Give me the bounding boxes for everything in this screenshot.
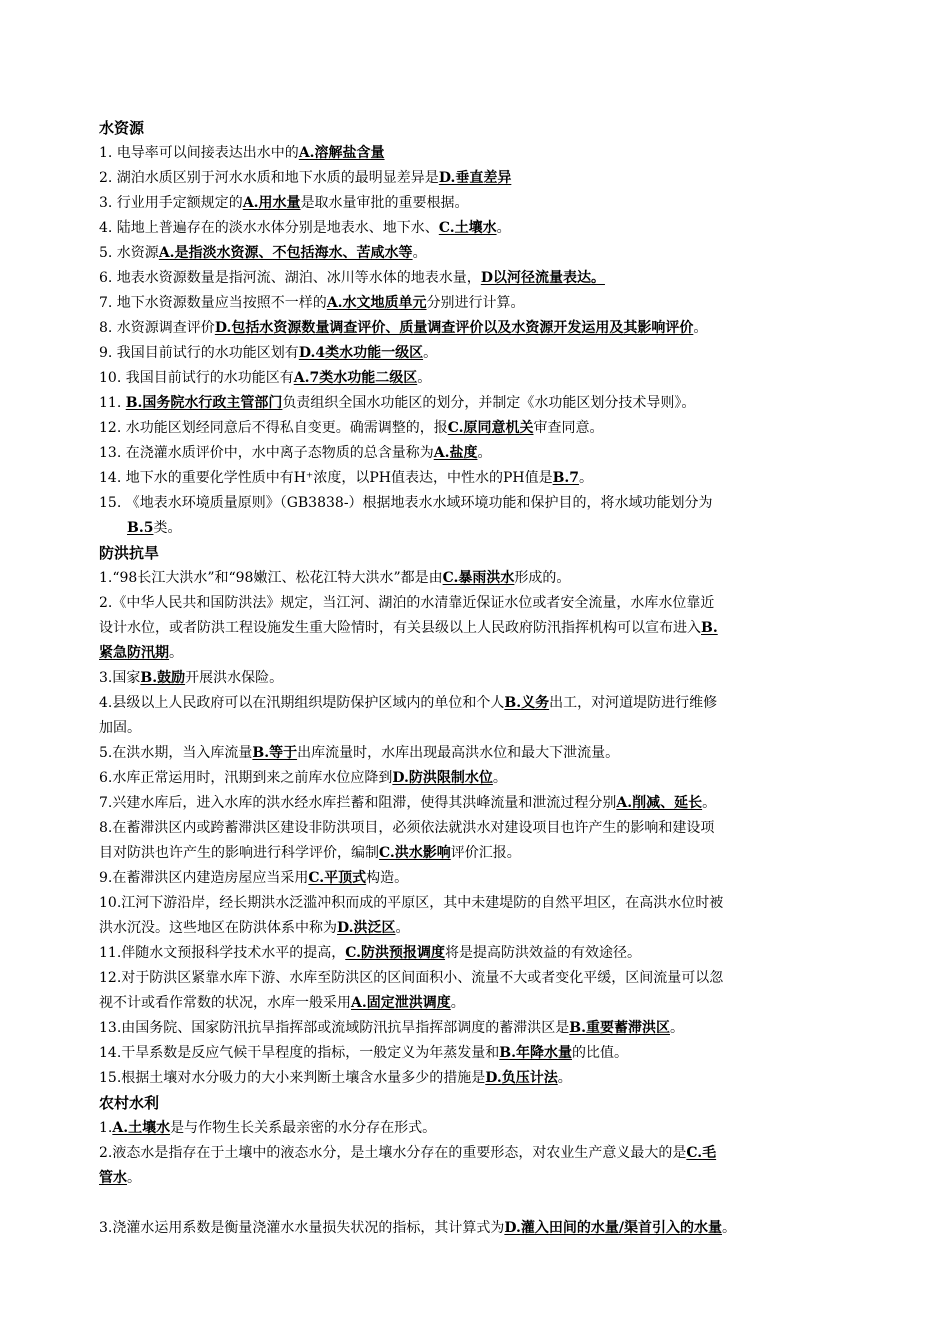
question-item bbox=[99, 316, 851, 341]
text-line bbox=[99, 666, 851, 691]
answer-text: C.毛 bbox=[686, 1145, 717, 1161]
answer-text: A.水文地质单元 bbox=[326, 295, 427, 311]
text-line bbox=[99, 816, 851, 841]
question-item bbox=[99, 1066, 851, 1091]
text-line bbox=[99, 391, 851, 416]
question-text: 13.由国务院、国家防汛抗旱指挥部或流域防汛抗旱指挥部调度的蓄滞洪区是 bbox=[99, 1020, 570, 1036]
question-item bbox=[99, 966, 851, 1016]
question-text: 评价汇报。 bbox=[450, 845, 521, 861]
question-item bbox=[99, 866, 851, 891]
question-text: 开展洪水保险。 bbox=[185, 670, 284, 686]
answer-text: A.土壤水 bbox=[112, 1120, 171, 1136]
question-item bbox=[99, 266, 851, 291]
section-heading: 水资源 bbox=[99, 119, 145, 137]
answer-text: 紧急防汛期 bbox=[99, 645, 169, 661]
answer-text: C.平顶式 bbox=[308, 870, 367, 886]
answer-text: D以河径流量表达。 bbox=[480, 270, 605, 286]
question-text: 9.在蓄滞洪区内建造房屋应当采用 bbox=[99, 870, 309, 886]
question-item bbox=[99, 666, 851, 691]
question-text: 审查同意。 bbox=[533, 420, 604, 436]
answer-text: B.义务 bbox=[504, 695, 550, 711]
question-item bbox=[99, 291, 851, 316]
question-text: 将是提高防洪效益的有效途径。 bbox=[445, 945, 642, 961]
answer-text: C.土壤水 bbox=[438, 220, 497, 236]
question-text: 15.根据土壤对水分吸力的大小来判断土壤含水量多少的措施是 bbox=[99, 1070, 486, 1086]
text-line bbox=[99, 291, 851, 316]
answer-text: D.防洪限制水位 bbox=[392, 770, 493, 786]
text-line bbox=[99, 191, 851, 216]
question-item bbox=[99, 766, 851, 791]
question-text: 1.“98长江大洪水”和“98嫩江、松花江特大洪水”都是由 bbox=[99, 570, 443, 586]
answer-text: 管水 bbox=[99, 1170, 127, 1186]
question-item bbox=[99, 491, 851, 541]
question-text: 5. 水资源 bbox=[99, 245, 159, 261]
question-item bbox=[99, 366, 851, 391]
text-line bbox=[99, 466, 851, 491]
text-line bbox=[99, 1116, 851, 1141]
question-text: 2.液态水是指存在于土壤中的液态水分，是土壤水分存在的重要形态，对农业生产意义最大的是 bbox=[99, 1145, 687, 1161]
question-text: 。 bbox=[412, 245, 427, 261]
answer-text: D.包括水资源数量调查评价、质量调查评价以及水资源开发运用及其影响评价 bbox=[214, 320, 694, 336]
question-text: 洪水沉没。这些地区在防洪体系中称为 bbox=[99, 920, 337, 936]
text-line bbox=[99, 566, 851, 591]
answer-text: B.年降水量 bbox=[499, 1045, 572, 1061]
question-item bbox=[99, 1141, 851, 1191]
text-line bbox=[99, 741, 851, 766]
question-item bbox=[99, 466, 851, 491]
question-text: 3.国家 bbox=[99, 670, 141, 686]
question-item bbox=[99, 941, 851, 966]
text-line bbox=[99, 1041, 851, 1066]
question-text: 。 bbox=[477, 445, 492, 461]
question-text: 9. 我国目前试行的水功能区划有 bbox=[99, 345, 299, 361]
question-item bbox=[99, 1216, 851, 1241]
answer-text: A.盐度 bbox=[433, 445, 478, 461]
question-text: 12.对于防洪区紧靠水库下游、水库至防洪区的区间面积小、流量不大或者变化平缓，区间流量可以忽 bbox=[99, 970, 724, 986]
question-item bbox=[99, 1041, 851, 1066]
answer-text: B. bbox=[701, 620, 718, 636]
text-line bbox=[99, 491, 851, 516]
question-item bbox=[99, 1016, 851, 1041]
question-text: 5.在洪水期，当入库流量 bbox=[99, 745, 253, 761]
question-text: 形成的。 bbox=[514, 570, 571, 586]
answer-text: C.防洪预报调度 bbox=[345, 945, 446, 961]
text-line bbox=[99, 591, 851, 616]
text-line bbox=[99, 966, 851, 991]
question-text: 分别进行计算。 bbox=[426, 295, 525, 311]
text-line bbox=[99, 1141, 851, 1166]
text-line bbox=[99, 516, 851, 541]
text-line bbox=[99, 616, 851, 641]
text-line bbox=[99, 791, 851, 816]
section-heading: 农村水利 bbox=[99, 1094, 160, 1112]
text-line bbox=[99, 766, 851, 791]
question-item bbox=[99, 441, 851, 466]
question-text: 15. 《地表水环境质量原则》（GB3838-）根据地表水水域环境功能和保护目的，将水域功能划分为 bbox=[99, 495, 713, 511]
question-text: 加固。 bbox=[99, 720, 141, 736]
text-line bbox=[99, 441, 851, 466]
section-heading: 防洪抗旱 bbox=[99, 544, 160, 562]
question-text: 10. 我国目前试行的水功能区有 bbox=[99, 370, 294, 386]
question-text: 。 bbox=[395, 920, 410, 936]
question-text: 。 bbox=[693, 320, 708, 336]
question-item bbox=[99, 391, 851, 416]
answer-text: B.等于 bbox=[252, 745, 298, 761]
answer-text: D.灌入田间的水量/渠首引入的水量 bbox=[504, 1220, 722, 1236]
question-text: 的比值。 bbox=[571, 1045, 628, 1061]
question-text: 7. 地下水资源数量应当按照不一样的 bbox=[99, 295, 327, 311]
question-item bbox=[99, 1116, 851, 1141]
text-line bbox=[99, 1166, 851, 1191]
text-line bbox=[99, 941, 851, 966]
question-text: 8. 水资源调查评价 bbox=[99, 320, 215, 336]
answer-text: B.重要蓄滞洪区 bbox=[569, 1020, 670, 1036]
question-item bbox=[99, 591, 851, 666]
text-line bbox=[99, 141, 851, 166]
question-text: 。 bbox=[496, 220, 511, 236]
question-text: 8.在蓄滞洪区内或跨蓄滞洪区建设非防洪项目，必须依法就洪水对建设项目也许产生的影响和建设项 bbox=[99, 820, 715, 836]
text-line bbox=[99, 641, 851, 666]
answer-text: A.用水量 bbox=[242, 195, 301, 211]
question-text: 出库流量时，水库出现最高洪水位和最大下泄流量。 bbox=[297, 745, 620, 761]
question-text: 。 bbox=[127, 1170, 141, 1186]
text-line bbox=[99, 166, 851, 191]
text-line bbox=[99, 266, 851, 291]
question-item bbox=[99, 566, 851, 591]
answer-text: D.负压计法 bbox=[485, 1070, 558, 1086]
text-line bbox=[99, 1016, 851, 1041]
question-item bbox=[99, 166, 851, 191]
text-line bbox=[99, 691, 851, 716]
answer-text: A.是指淡水资源、不包括海水、苦咸水等 bbox=[158, 245, 413, 261]
text-line bbox=[99, 1066, 851, 1091]
answer-text: C.暴雨洪水 bbox=[442, 570, 515, 586]
question-item bbox=[99, 341, 851, 366]
question-text: 6.水库正常运用时，汛期到来之前库水位应降到 bbox=[99, 770, 393, 786]
question-text: 6. 地表水资源数量是指河流、湖泊、冰川等水体的地表水量， bbox=[99, 270, 481, 286]
answer-text: D.垂直差异 bbox=[438, 170, 512, 186]
answer-text: B.7 bbox=[552, 470, 580, 486]
question-text: 11. bbox=[99, 395, 126, 411]
answer-text: B.国务院水行政主管部门 bbox=[125, 395, 283, 411]
question-text: 负责组织全国水功能区的划分，并制定《水功能区划分技术导则》。 bbox=[282, 395, 696, 411]
question-text: 类。 bbox=[153, 520, 182, 536]
text-line bbox=[99, 316, 851, 341]
answer-text: A.7类水功能二级区 bbox=[293, 370, 418, 386]
question-text: 10.江河下游沿岸，经长期洪水泛滥冲积而成的平原区，其中未建堤防的自然平坦区，在高洪水位时被 bbox=[99, 895, 724, 911]
text-line bbox=[99, 216, 851, 241]
question-item bbox=[99, 816, 851, 866]
question-item bbox=[99, 216, 851, 241]
question-item bbox=[99, 791, 851, 816]
document-page bbox=[99, 116, 851, 1241]
answer-text: D.4类水功能一级区 bbox=[298, 345, 424, 361]
question-text: 13. 在浇灌水质评价中，水中离子态物质的总含量称为 bbox=[99, 445, 434, 461]
question-item bbox=[99, 141, 851, 166]
question-text: 。 bbox=[722, 1220, 736, 1236]
answer-text: D.洪泛区 bbox=[337, 920, 396, 936]
question-text: 。 bbox=[423, 345, 438, 361]
answer-text: A.削减、延长 bbox=[616, 795, 703, 811]
question-item bbox=[99, 416, 851, 441]
question-text: 。 bbox=[450, 995, 465, 1011]
question-text: 。 bbox=[579, 470, 594, 486]
question-text: 。 bbox=[669, 1020, 684, 1036]
question-text: 4.县级以上人民政府可以在汛期组织堤防保护区域内的单位和个人 bbox=[99, 695, 505, 711]
question-item bbox=[99, 191, 851, 216]
question-text: 构造。 bbox=[366, 870, 409, 886]
answer-text: A.固定泄洪调度 bbox=[351, 995, 451, 1011]
question-item bbox=[99, 241, 851, 266]
question-text: 12. 水功能区划经同意后不得私自变更。确需调整的，报 bbox=[99, 420, 448, 436]
text-line bbox=[99, 916, 851, 941]
answer-text: B.5 bbox=[127, 520, 154, 536]
question-text: 。 bbox=[702, 795, 717, 811]
question-item bbox=[99, 691, 851, 741]
answer-text: B.鼓励 bbox=[140, 670, 186, 686]
question-text: 14.干旱系数是反应气候干旱程度的指标，一般定义为年蒸发量和 bbox=[99, 1045, 500, 1061]
question-text: 3. 行业用手定额规定的 bbox=[99, 195, 243, 211]
question-text: 视不计或看作常数的状况，水库一般采用 bbox=[99, 995, 351, 1011]
question-item bbox=[99, 741, 851, 766]
question-text: 1. 电导率可以间接表达出水中的 bbox=[99, 145, 299, 161]
question-text: 。 bbox=[492, 770, 507, 786]
text-line bbox=[99, 716, 851, 741]
text-line bbox=[99, 841, 851, 866]
question-text: 2. 湖泊水质区别于河水水质和地下水质的最明显差异是 bbox=[99, 170, 439, 186]
question-text: 。 bbox=[557, 1070, 572, 1086]
question-text: 是取水量审批的重要根据。 bbox=[300, 195, 469, 211]
question-text: 4. 陆地上普遍存在的淡水水体分别是地表水、地下水、 bbox=[99, 220, 439, 236]
text-line bbox=[99, 366, 851, 391]
question-text: 7.兴建水库后，进入水库的洪水经水库拦蓄和阻滞，使得其洪峰流量和泄流过程分别 bbox=[99, 795, 617, 811]
question-text: 14. 地下水的重要化学性质中有H⁺浓度，以PH值表达，中性水的PH值是 bbox=[99, 470, 553, 486]
question-text: 11.伴随水文预报科学技术水平的提高， bbox=[99, 945, 346, 961]
question-text: 3.浇灌水运用系数是衡量浇灌水水量损失状况的指标，其计算式为 bbox=[99, 1220, 505, 1236]
text-line bbox=[99, 416, 851, 441]
text-line bbox=[99, 241, 851, 266]
answer-text: A.溶解盐含量 bbox=[298, 145, 385, 161]
question-text: 。 bbox=[169, 645, 183, 661]
question-text: 2.《中华人民共和国防洪法》规定，当江河、湖泊的水清靠近保证水位或者安全流量，水库水位靠近 bbox=[99, 595, 715, 611]
text-line bbox=[99, 1216, 851, 1241]
text-line bbox=[99, 891, 851, 916]
question-text: 。 bbox=[417, 370, 432, 386]
question-text: 1. bbox=[99, 1120, 113, 1136]
answer-text: C.原同意机关 bbox=[447, 420, 534, 436]
question-text: 是与作物生长关系最亲密的水分存在形式。 bbox=[170, 1120, 437, 1136]
text-line bbox=[99, 866, 851, 891]
text-line bbox=[99, 991, 851, 1016]
answer-text: C.洪水影响 bbox=[379, 845, 451, 861]
question-text: 设计水位，或者防洪工程设施发生重大险情时，有关县级以上人民政府防汛指挥机构可以宣布进入 bbox=[99, 620, 701, 636]
question-item bbox=[99, 891, 851, 941]
text-line bbox=[99, 341, 851, 366]
question-text: 出工，对河道堤防进行维修 bbox=[549, 695, 718, 711]
blank-line bbox=[99, 1191, 851, 1216]
question-text: 目对防洪也许产生的影响进行科学评价，编制 bbox=[99, 845, 379, 861]
